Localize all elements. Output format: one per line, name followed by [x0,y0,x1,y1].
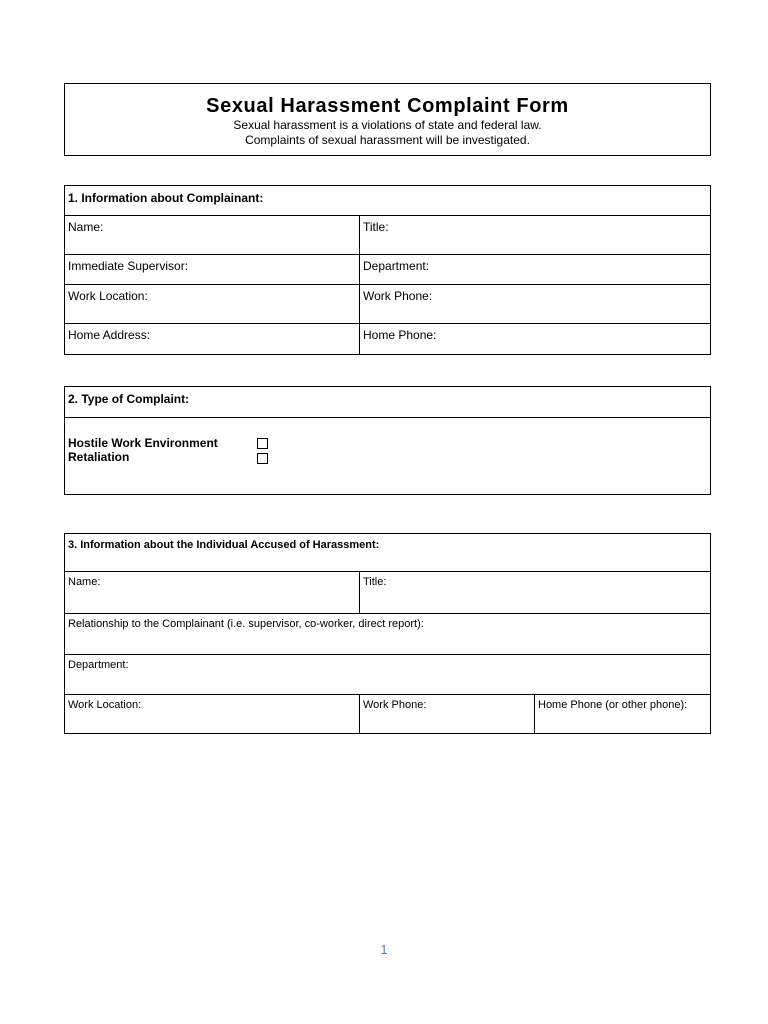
complainant-title-field[interactable]: Title: [363,220,389,234]
divider [65,417,710,418]
option-retaliation-label: Retaliation [68,450,130,464]
complainant-name-field[interactable]: Name: [68,220,104,234]
retaliation-checkbox[interactable] [257,453,268,464]
complainant-supervisor-field[interactable]: Immediate Supervisor: [68,259,189,273]
accused-relationship-field[interactable]: Relationship to the Complainant (i.e. supervisor, co-worker, direct report): [68,618,424,630]
accused-work-location-field[interactable]: Work Location: [68,699,142,711]
complainant-work-location-field[interactable]: Work Location: [68,289,148,303]
form-title: Sexual Harassment Complaint Form [206,95,569,117]
form-header [64,83,711,156]
complaint-type-heading: 2. Type of Complaint: [68,392,190,406]
column-divider [359,215,360,354]
complainant-section-heading: 1. Information about Complainant: [68,191,264,205]
accused-work-phone-field[interactable]: Work Phone: [363,699,427,711]
column-divider [359,694,360,733]
complaint-type-section [64,386,711,495]
accused-title-field[interactable]: Title: [363,576,387,588]
accused-section-heading: 3. Information about the Individual Accused of Harassment: [68,539,380,551]
accused-name-field[interactable]: Name: [68,576,101,588]
column-divider [359,571,360,613]
complainant-department-field[interactable]: Department: [363,259,430,273]
complainant-home-phone-field[interactable]: Home Phone: [363,328,437,342]
accused-section [64,533,711,734]
form-subtitle-line2: Complaints of sexual harassment will be investigated. [245,133,530,147]
column-divider [534,694,535,733]
accused-department-field[interactable]: Department: [68,659,129,671]
complainant-section [64,185,711,355]
hostile-work-environment-checkbox[interactable] [257,438,268,449]
option-hostile-work-environment-label: Hostile Work Environment [68,436,218,450]
complainant-work-phone-field[interactable]: Work Phone: [363,289,433,303]
complainant-home-address-field[interactable]: Home Address: [68,328,151,342]
form-subtitle-line1: Sexual harassment is a violations of state and federal law. [233,118,542,132]
accused-home-phone-field[interactable]: Home Phone (or other phone): [538,699,688,711]
page-number: 1 [380,942,388,957]
